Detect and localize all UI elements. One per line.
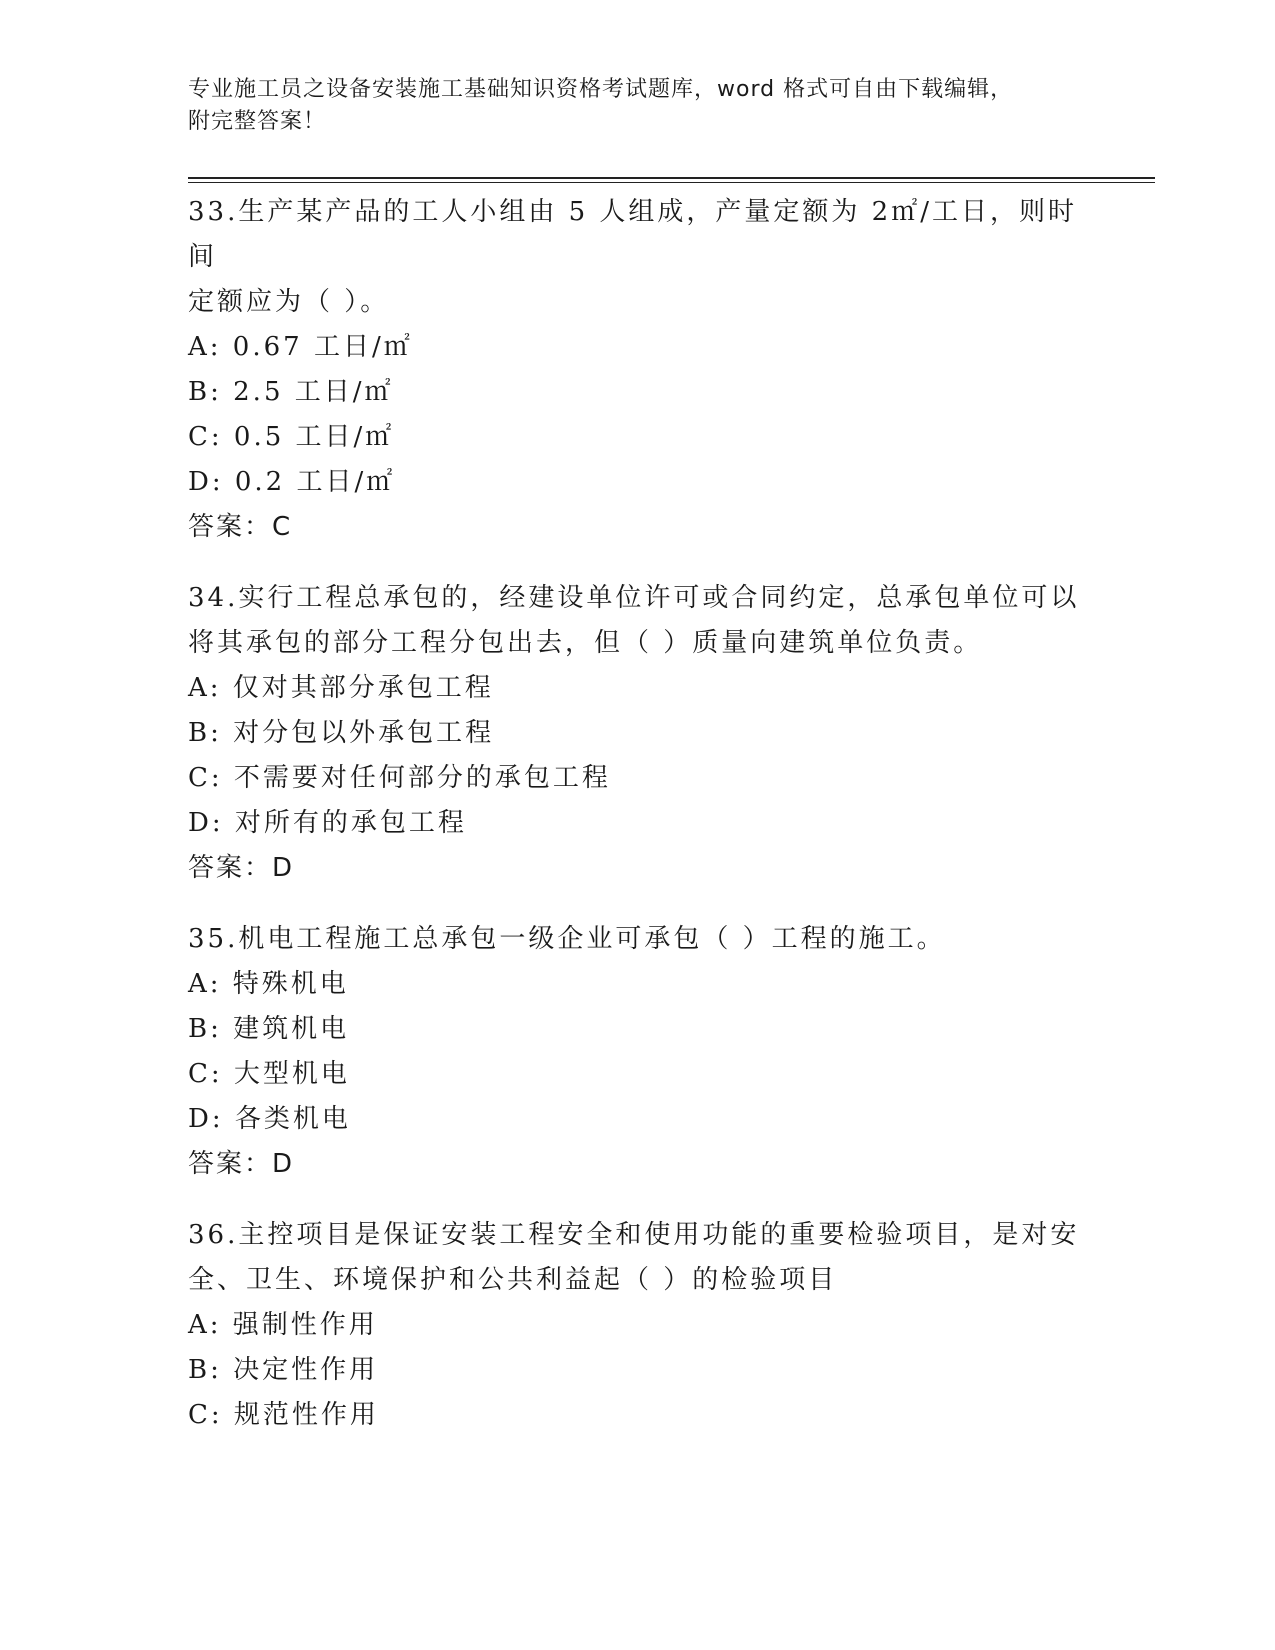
- question-text-line: 35.机电工程施工总承包一级企业可承包（ ）工程的施工。: [188, 924, 946, 954]
- question-text-line: 定额应为（ ）。: [188, 287, 390, 317]
- option-c: C: 大型机电: [188, 1059, 350, 1089]
- option-b: B: 2.5 工日/㎡: [188, 377, 394, 407]
- header-divider: [188, 177, 1155, 179]
- document-header: [188, 74, 1088, 138]
- option-b: B: 建筑机电: [188, 1014, 350, 1044]
- answer-line: 答案：D: [188, 853, 295, 883]
- header-divider-thin: [188, 182, 1155, 183]
- option-c: C: 0.5 工日/㎡: [188, 422, 395, 452]
- option-c: C: 不需要对任何部分的承包工程: [188, 763, 611, 793]
- question-text-line: 34.实行工程总承包的，经建设单位许可或合同约定，总承包单位可以: [188, 583, 1080, 613]
- header-line-1: 专业施工员之设备安装施工基础知识资格考试题库，word 格式可自由下载编辑，: [188, 77, 1014, 102]
- question-list: [188, 190, 1088, 1464]
- option-c: C: 规范性作用: [188, 1400, 379, 1430]
- question-34: [188, 576, 1088, 891]
- option-a: A: 0.67 工日/㎡: [188, 332, 413, 362]
- question-text-line: 33.生产某产品的工人小组由 5 人组成，产量定额为 2㎡/工日，则时间: [188, 197, 1077, 272]
- answer-line: 答案：D: [188, 1149, 295, 1179]
- option-a: A: 仅对其部分承包工程: [188, 673, 494, 703]
- question-33: [188, 190, 1088, 550]
- option-d: D: 对所有的承包工程: [188, 808, 467, 838]
- question-35: [188, 917, 1088, 1187]
- option-b: B: 决定性作用: [188, 1355, 379, 1385]
- question-text-line: 将其承包的部分工程分包出去，但（ ）质量向建筑单位负责。: [188, 628, 983, 658]
- option-a: A: 特殊机电: [188, 969, 349, 999]
- answer-line: 答案：C: [188, 512, 293, 542]
- option-d: D: 各类机电: [188, 1104, 351, 1134]
- question-text-line: 全、卫生、环境保护和公共利益起（ ）的检验项目: [188, 1265, 838, 1295]
- option-a: A: 强制性作用: [188, 1310, 378, 1340]
- option-b: B: 对分包以外承包工程: [188, 718, 495, 748]
- header-line-2: 附完整答案！: [188, 109, 327, 134]
- question-text-line: 36.主控项目是保证安装工程安全和使用功能的重要检验项目，是对安: [188, 1220, 1080, 1250]
- option-d: D: 0.2 工日/㎡: [188, 467, 396, 497]
- question-36: [188, 1213, 1088, 1438]
